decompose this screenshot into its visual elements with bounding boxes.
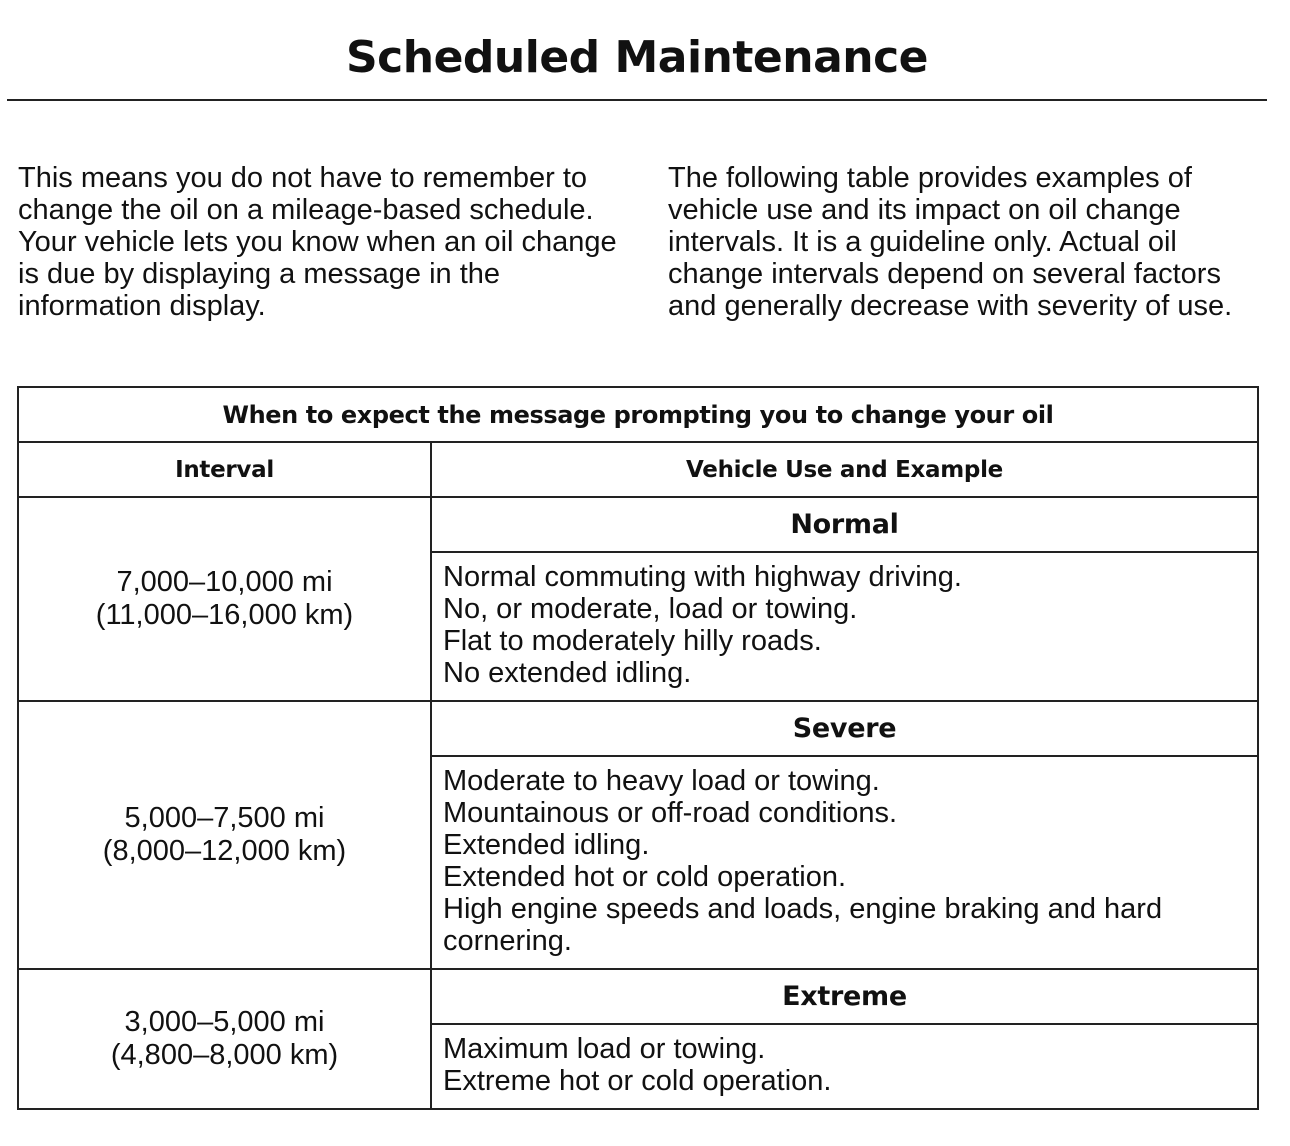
category-normal: Normal <box>431 497 1258 552</box>
examples-cell-severe <box>431 756 1258 969</box>
example-line: No, or moderate, load or towing. <box>443 593 858 625</box>
interval-km: (11,000–16,000 km) <box>95 599 354 631</box>
interval-miles: 3,000–5,000 mi <box>124 1006 325 1038</box>
interval-km: (4,800–8,000 km) <box>110 1039 339 1071</box>
category-extreme: Extreme <box>431 969 1258 1024</box>
table-caption: When to expect the message prompting you to change your oil <box>18 387 1258 442</box>
interval-cell-severe <box>18 701 431 969</box>
interval-km: (8,000–12,000 km) <box>102 835 347 867</box>
table-row-normal-category <box>18 497 1258 552</box>
example-line: Normal commuting with highway driving. <box>443 561 962 593</box>
intro-paragraph-left: This means you do not have to remember to change the oil on a mileage-based schedule. Your vehicle lets you know when an oil change is due by displaying a message in the information display. <box>18 162 617 322</box>
interval-cell-extreme <box>18 969 431 1109</box>
example-line: Moderate to heavy load or towing. <box>443 765 880 797</box>
oil-change-interval-table <box>17 386 1259 1110</box>
page-title: Scheduled Maintenance <box>345 32 929 83</box>
examples-cell-extreme <box>431 1024 1258 1109</box>
title-divider <box>7 99 1267 101</box>
example-line: Extended hot or cold operation. <box>443 861 847 893</box>
table-row-severe-category <box>18 701 1258 756</box>
example-line: Maximum load or towing. <box>443 1033 766 1065</box>
table-row-extreme-category <box>18 969 1258 1024</box>
example-line: Mountainous or off-road conditions. <box>443 797 898 829</box>
table-caption-row <box>18 387 1258 442</box>
example-line: Extreme hot or cold operation. <box>443 1065 832 1097</box>
example-line: High engine speeds and loads, engine braking and hard cornering. <box>443 893 1163 957</box>
interval-miles: 5,000–7,500 mi <box>124 802 325 834</box>
example-line: Flat to moderately hilly roads. <box>443 625 822 657</box>
interval-miles: 7,000–10,000 mi <box>116 566 333 598</box>
intro-paragraph-right: The following table provides examples of vehicle use and its impact on oil change intervals. It is a guideline only. Actual oil change intervals depend on several factors and generally decrease with severity of use. <box>668 162 1233 322</box>
category-severe: Severe <box>431 701 1258 756</box>
table-header-row <box>18 442 1258 497</box>
header-interval: Interval <box>18 442 431 497</box>
header-vehicle-use: Vehicle Use and Example <box>431 442 1258 497</box>
interval-cell-normal <box>18 497 431 701</box>
examples-cell-normal <box>431 552 1258 701</box>
example-line: No extended idling. <box>443 657 692 689</box>
example-line: Extended idling. <box>443 829 650 861</box>
